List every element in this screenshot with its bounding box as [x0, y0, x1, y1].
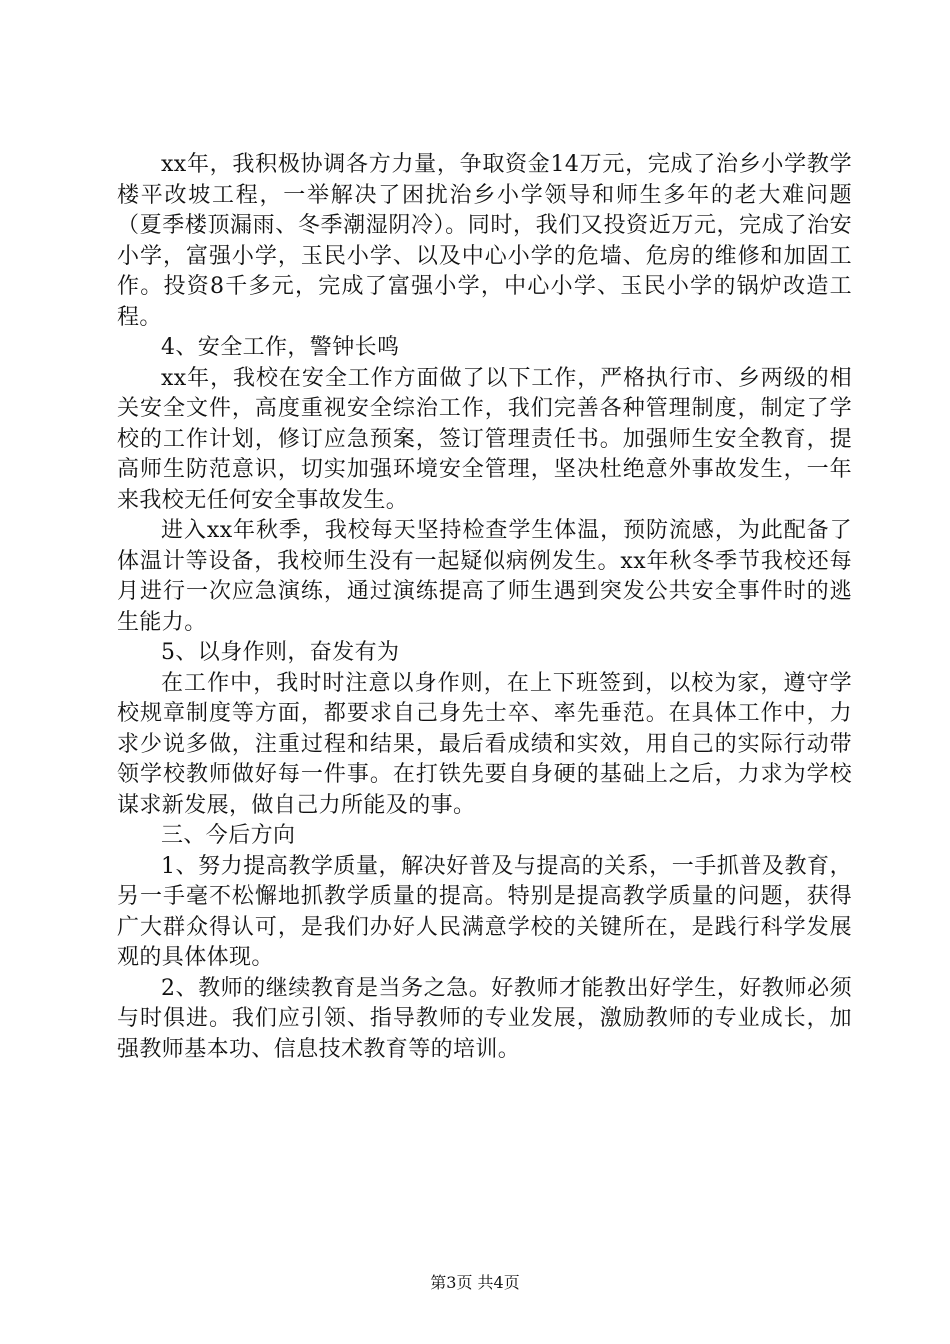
heading-safety-work: 4、安全工作，警钟长鸣 — [161, 335, 400, 360]
heading-lead-by-example: 5、以身作则，奋发有为 — [161, 640, 400, 665]
paragraph-teacher-education: 2、教师的继续教育是当务之急。好教师才能教出好学生，好教师必须与时俱进。我们应引领、指导教师的专业发展，激励教师的专业成长，加强教师基本功、信息技术教育等的培训。 — [117, 975, 852, 1062]
document-body — [117, 150, 852, 1065]
page-number-footer: 第3页 共4页 — [430, 1273, 520, 1292]
paragraph-flu-prevention: 进入xx年秋季，我校每天坚持检查学生体温，预防流感，为此配备了体温计等设备，我校师生没有一起疑似病例发生。xx年秋冬季节我校还每月进行一次应急演练，通过演练提高了师生遇到突发公共安全事件时的逃生能力。 — [117, 518, 852, 635]
paragraph-funding: xx年，我积极协调各方力量，争取资金14万元，完成了治乡小学教学楼平改坡工程，一举解决了困扰治乡小学领导和师生多年的老大难问题（夏季楼顶漏雨、冬季潮湿阴冷）。同时，我们又投资近万元，完成了治安小学，富强小学，玉民小学、以及中心小学的危墙、危房的维修和加固工作。投资8千多元，完成了富强小学，中心小学、玉民小学的锅炉改造工程。 — [117, 152, 852, 330]
paragraph-safety-measures: xx年，我校在安全工作方面做了以下工作，严格执行市、乡两级的相关安全文件，高度重视安全综治工作，我们完善各种管理制度，制定了学校的工作计划，修订应急预案，签订管理责任书。加强师生安全教育，提高师生防范意识，切实加强环境安全管理，坚决杜绝意外事故发生，一年来我校无任何安全事故发生。 — [117, 365, 852, 513]
heading-future-direction: 三、今后方向 — [161, 823, 296, 848]
paragraph-lead-by-example: 在工作中，我时时注意以身作则，在上下班签到，以校为家，遵守学校规章制度等方面，都要求自己身先士卒、率先垂范。在具体工作中，力求少说多做，注重过程和结果，最后看成绩和实效，用自己的实际行动带领学校教师做好每一件事。在打铁先要自身硬的基础上之后，力求为学校谋求新发展，做自己力所能及的事。 — [117, 670, 852, 818]
paragraph-teaching-quality: 1、努力提高教学质量，解决好普及与提高的关系，一手抓普及教育，另一手毫不松懈地抓教学质量的提高。特别是提高教学质量的问题，获得广大群众得认可，是我们办好人民满意学校的关键所在，是践行科学发展观的具体体现。 — [117, 853, 852, 970]
